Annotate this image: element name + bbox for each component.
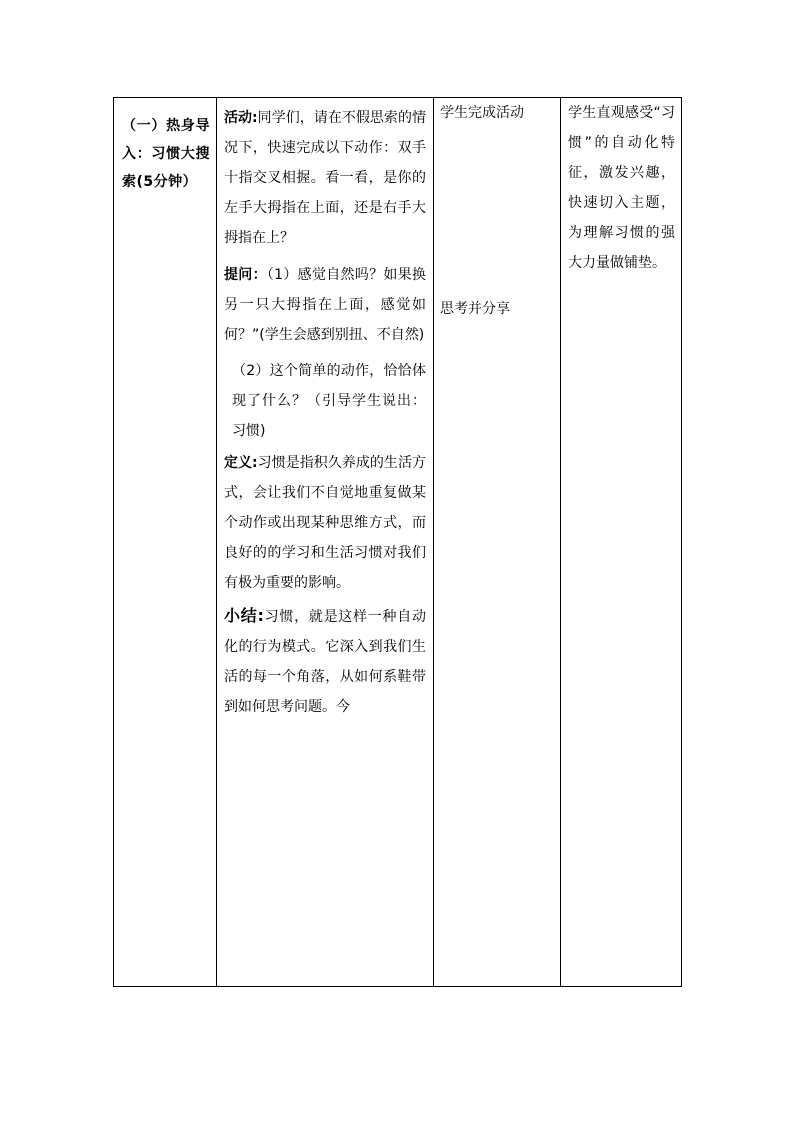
- student-activity-line-1: 学生完成活动: [440, 105, 524, 121]
- design-intent-cell: [561, 98, 682, 987]
- question-2-text: （2）这个简单的动作，恰恰体现了什么？（引导学生说出：习惯): [232, 363, 426, 439]
- lesson-plan-table: [113, 97, 682, 987]
- activity-text: 同学们，请在不假思索的情况下，快速完成以下动作：双手十指交叉相握。看一看，是你的左手大拇指在上面，还是右手大拇指在上？: [224, 110, 426, 246]
- stage-title: （一）热身导入：习惯大搜索(5分钟）: [122, 118, 210, 190]
- definition-label: 定义:: [224, 455, 258, 471]
- activity-label: 活动:: [224, 110, 258, 126]
- definition-paragraph: [224, 448, 426, 598]
- question-1-text: （1）感觉自然吗？如果换另一只大拇指在上面，感觉如何？”(学生会感到别扭、不自然): [224, 267, 426, 343]
- student-activity-cell: [434, 98, 561, 987]
- student-activity-line-2: 思考并分享: [440, 301, 510, 317]
- question-2-paragraph: [224, 356, 426, 446]
- table-row: [114, 98, 682, 987]
- design-intent-text: 学生直观感受“习惯”的自动化特征，激发兴趣，快速切入主题，为理解习惯的强大力量做铺垫。: [568, 105, 675, 271]
- definition-text: 习惯是指积久养成的生活方式，会让我们不自觉地重复做某个动作或出现某种思维方式，而良好的的学习和生活习惯对我们有极为重要的影响。: [224, 455, 426, 591]
- summary-label: 小结:: [224, 606, 264, 625]
- question-label: 提问：: [224, 267, 267, 283]
- summary-paragraph: [224, 601, 426, 722]
- question-paragraph: [224, 260, 426, 350]
- teacher-activity-cell: [217, 98, 434, 987]
- stage-cell: [114, 98, 217, 987]
- summary-text: 习惯，就是这样一种自动化的行为模式。它深入到我们生活的每一个角落，从如何系鞋带到如何思考问题。今: [224, 609, 426, 715]
- activity-paragraph: [224, 103, 426, 253]
